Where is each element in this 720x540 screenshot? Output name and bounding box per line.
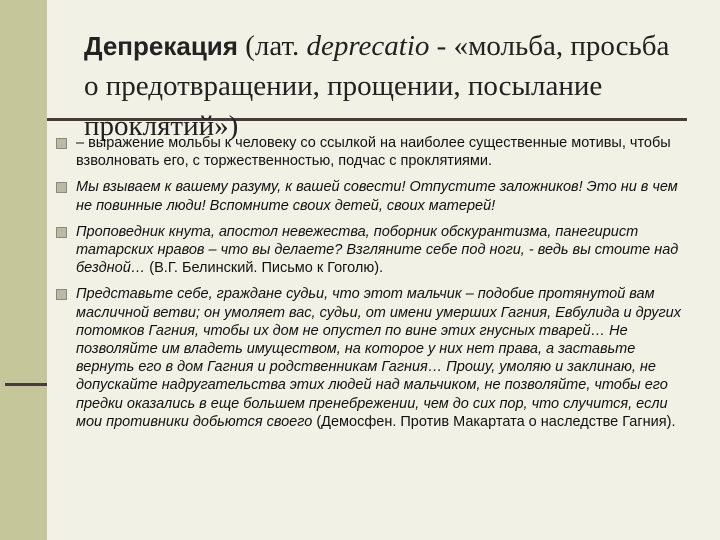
title-term: Депрекация <box>84 31 238 61</box>
item-italic-text: Мы взываем к вашему разуму, к вашей совести! Отпустите заложников! Это ни в чем не повинные люди! Вспомните своих детей, своих матерей! <box>76 179 678 214</box>
list-item <box>56 178 684 214</box>
item-plain-text: – выражение мольбы к человеку со ссылкой на наиболее существенные мотивы, чтобы взволновать его, с торжественностью, подчас с проклятиями. <box>76 135 671 170</box>
item-plain-text: (Демосфен. Против Макартата о наследстве Гагния). <box>312 413 676 430</box>
square-bullet-icon <box>56 138 67 149</box>
list-item <box>56 223 684 278</box>
item-plain-text: (В.Г. Белинский. Письмо к Гоголю). <box>145 260 384 277</box>
side-divider <box>5 383 47 386</box>
item-italic-text: Проповедник кнута, апостол невежества, поборник обскурантизма, панегирист татарских нравов – что вы делаете? Взгляните себе под ноги, - ведь вы стоите над бездной… <box>76 223 679 277</box>
side-decor-bar <box>0 0 47 540</box>
bullet-list <box>56 134 684 439</box>
title-rest: - «мольба, просьба о предотвращении, прощении, посылание проклятий») <box>84 30 670 142</box>
list-item <box>56 285 684 431</box>
square-bullet-icon <box>56 182 67 193</box>
square-bullet-icon <box>56 289 67 300</box>
title-latin-prefix: (лат. <box>237 30 307 62</box>
slide-title <box>84 26 684 146</box>
item-italic-text: Представьте себе, граждане судьи, что этот мальчик – подобие протянутой вам масличной ветви; он умоляет вас, судьи, от имени умерших Гагния, Евбулида и других потомков Гагния, чтобы их дом не опустел по вине этих гнусных тварей… Не позволяйте им владеть имуществом, на которое у них нет права, а заставьте вернуть его в дом Гагния и родственникам Гагния… Прошу, умоляю и заклинаю, не допускайте надругательства этих людей над мальчиком, не позволяйте, чтобы его предки оказались в еще большем пренебрежении, чем до сих пор, что случится, если мои противники добьются своего <box>76 286 681 430</box>
list-item <box>56 134 684 170</box>
title-latin-word: deprecatio <box>306 30 430 62</box>
square-bullet-icon <box>56 227 67 238</box>
